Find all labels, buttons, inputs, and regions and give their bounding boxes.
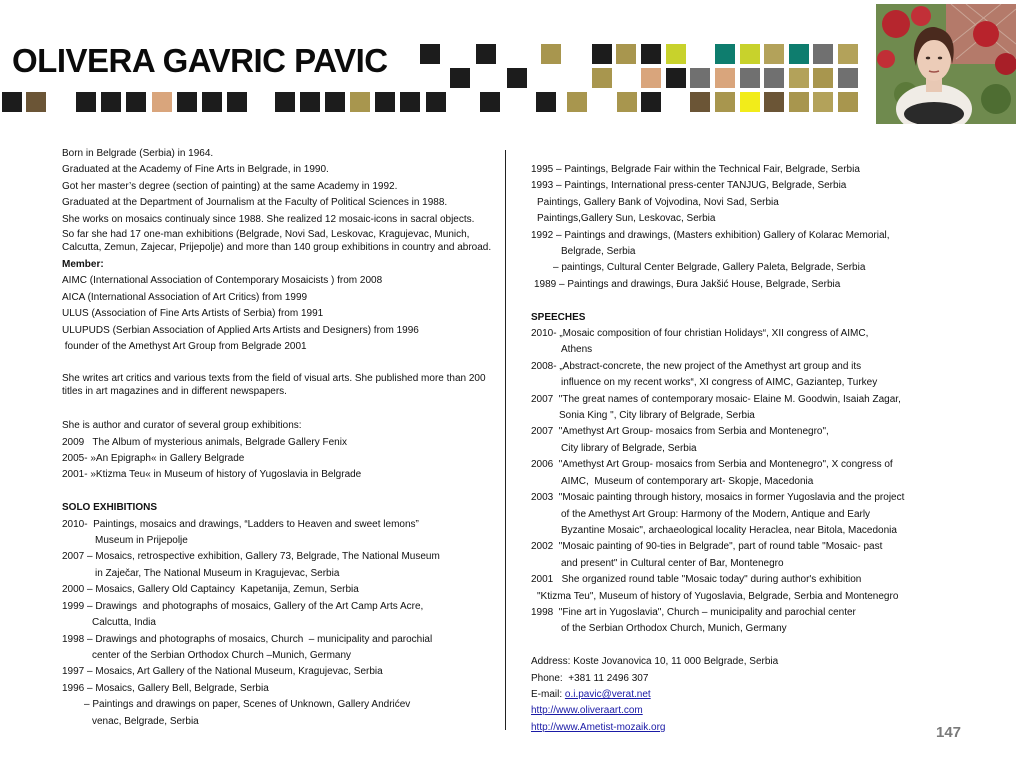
solo-item: venac, Belgrade, Serbia: [92, 715, 199, 727]
mosaic-tile: [715, 92, 735, 112]
exhibition-item: 1995 – Paintings, Belgrade Fair within the Technical Fair, Belgrade, Serbia: [531, 164, 860, 175]
speech-item: 2010- „Mosaic composition of four christian Holidays“, XII congress of AIMC,: [531, 328, 869, 340]
mosaic-tile: [275, 92, 295, 112]
solo-item: 2000 – Mosaics, Gallery Old Captaincy Kapetanija, Zemun, Serbia: [62, 584, 359, 596]
email-label: E-mail:: [531, 688, 565, 700]
mosaic-tile: [715, 44, 735, 64]
solo-item: 2010- Paintings, mosaics and drawings, “Ladders to Heaven and sweet lemons”: [62, 518, 419, 530]
speech-item: 1998 "Fine art in Yugoslavia", Church – municipality and parochial center: [531, 606, 856, 618]
spacer: [531, 293, 951, 309]
portrait-image: [876, 4, 1016, 124]
exhibition-item: Belgrade, Serbia: [561, 246, 636, 258]
mosaic-tile: [789, 68, 809, 88]
exhibition-item: 1989 – Paintings and drawings, Đura Jakšić House, Belgrade, Serbia: [534, 278, 841, 290]
speech-item: of the Serbian Orthodox Church, Munich, Germany: [561, 623, 787, 635]
spacer: [531, 638, 951, 654]
solo-item: 1999 – Drawings and photographs of mosaics, Gallery of the Art Camp Arts Acre,: [62, 600, 424, 612]
solo-item: – Paintings and drawings on paper, Scenes of Unknown, Gallery Andrićev: [84, 699, 411, 711]
curator-intro: She is author and curator of several group exhibitions:: [62, 420, 302, 432]
mosaic-tile: [764, 68, 784, 88]
website-link-oliveraart[interactable]: http://www.oliveraart.com: [531, 705, 643, 717]
exhibition-item: 1992 – Paintings and drawings, (Masters exhibition) Gallery of Kolarac Memorial,: [531, 229, 890, 241]
speech-item: Sonia King ", City library of Belgrade, Serbia: [559, 410, 755, 422]
curated-item: 2009 The Album of mysterious animals, Belgrade Gallery Fenix: [62, 436, 347, 448]
mosaic-tile: [152, 92, 172, 112]
mosaic-tile: [126, 92, 146, 112]
mosaic-tile: [690, 68, 710, 88]
mosaic-tile: [813, 68, 833, 88]
mosaic-tile: [715, 68, 735, 88]
mosaic-tile: [838, 68, 858, 88]
curated-item: 2005- »An Epigraph« in Gallery Belgrade: [62, 453, 245, 465]
bio-line: Got her master’s degree (section of painting) at the same Academy in 1992.: [62, 180, 398, 192]
solo-item: 1998 – Drawings and photographs of mosaics, Church – municipality and parochial: [62, 633, 433, 645]
member-item: founder of the Amethyst Art Group from Belgrade 2001: [62, 341, 307, 353]
mosaic-tile: [641, 92, 661, 112]
solo-item: in Zaječar, The National Museum in Kragujevac, Serbia: [95, 567, 340, 579]
mosaic-tile: [666, 68, 686, 88]
speech-item: 2001 She organized round table "Mosaic today" during author's exhibition: [531, 574, 862, 586]
mosaic-tile: [789, 92, 809, 112]
speech-item: 2008- „Abstract-concrete, the new project of the Amethyst art group and its: [531, 360, 862, 372]
mosaic-tile: [400, 92, 420, 112]
exhibition-item: Paintings,Gallery Sun, Leskovac, Serbia: [537, 213, 716, 225]
mosaic-tile: [641, 68, 661, 88]
mosaic-tile: [450, 68, 470, 88]
exhibition-item: Paintings, Gallery Bank of Vojvodina, Novi Sad, Serbia: [537, 196, 779, 208]
member-item: ULUPUDS (Serbian Association of Applied Arts Artists and Designers) from 1996: [62, 324, 419, 336]
mosaic-tile: [666, 44, 686, 64]
contact-phone: Phone: +381 11 2496 307: [531, 672, 649, 684]
mosaic-tile: [507, 68, 527, 88]
bio-line: Born in Belgrade (Serbia) in 1964.: [62, 148, 214, 159]
speech-item: influence on my recent works“, XI congress of AIMC, Gaziantep, Turkey: [561, 377, 878, 389]
mosaic-tile: [76, 92, 96, 112]
mosaic-tile: [740, 68, 760, 88]
mosaic-tile: [420, 44, 440, 64]
solo-item: 2007 – Mosaics, retrospective exhibition, Gallery 73, Belgrade, The National Museum: [62, 551, 440, 563]
speech-item: AIMC, Museum of contemporary art- Skopje, Macedonia: [561, 475, 814, 487]
mosaic-tile: [325, 92, 345, 112]
mosaic-tile: [177, 92, 197, 112]
bio-line: Graduated at the Academy of Fine Arts in Belgrade, in 1990.: [62, 164, 329, 176]
mosaic-tile: [227, 92, 247, 112]
curated-item: 2001- »Ktizma Teu« in Museum of history of Yugoslavia in Belgrade: [62, 469, 362, 481]
member-item: AIMC (International Association of Contemporary Mosaicists ) from 2008: [62, 275, 383, 287]
mosaic-tile: [536, 92, 556, 112]
mosaic-tile: [476, 44, 496, 64]
speech-item: 2003 "Mosaic painting through history, mosaics in former Yugoslavia and the project: [531, 492, 905, 504]
mosaic-tile: [300, 92, 320, 112]
mosaic-tile: [617, 92, 637, 112]
portrait-photo: [876, 4, 1016, 124]
solo-heading: SOLO EXHIBITIONS: [62, 502, 158, 514]
speech-item: Byzantine Mosaic", archaeological locality Heraclea, near Bitola, Macedonia: [561, 524, 897, 536]
bio-line: Graduated at the Department of Journalism at the Faculty of Political Sciences in 1988.: [62, 197, 448, 209]
mosaic-tile: [813, 92, 833, 112]
mosaic-tile: [838, 92, 858, 112]
mosaic-tile: [690, 92, 710, 112]
speech-item: 2007 "The great names of contemporary mosaic- Elaine M. Goodwin, Isaiah Zagar,: [531, 393, 901, 405]
mosaic-tile: [426, 92, 446, 112]
website-link-ametist[interactable]: http://www.Ametist-mozaik.org: [531, 721, 666, 733]
spacer: [62, 355, 492, 371]
solo-item: Calcutta, India: [92, 617, 156, 629]
speech-item: 2006 "Amethyst Art Group- mosaics from Serbia and Montenegro", X congress of: [531, 459, 893, 471]
bio-line: She works on mosaics continualy since 1988. She realized 12 mosaic-icons in sacral objects.: [62, 213, 475, 225]
member-item: AICA (International Association of Art Critics) from 1999: [62, 291, 308, 303]
page-number: 147: [936, 724, 962, 741]
solo-item: 1996 – Mosaics, Gallery Bell, Belgrade, Serbia: [62, 682, 269, 694]
speeches-heading: SPEECHES: [531, 311, 586, 323]
member-heading: Member:: [62, 259, 104, 271]
speech-item: 2007 "Amethyst Art Group- mosaics from Serbia and Montenegro",: [531, 426, 829, 438]
mosaic-tile: [375, 92, 395, 112]
member-item: ULUS (Association of Fine Arts Artists of Serbia) from 1991: [62, 308, 324, 320]
mosaic-tile: [592, 68, 612, 88]
mosaic-tile: [789, 44, 809, 64]
mosaic-tile: [740, 92, 760, 112]
spacer: [62, 484, 492, 500]
mosaic-tile: [101, 92, 121, 112]
mosaic-tile: [616, 44, 636, 64]
mosaic-tile: [541, 44, 561, 64]
solo-item: 1997 – Mosaics, Art Gallery of the National Museum, Kragujevac, Serbia: [62, 666, 383, 678]
mosaic-tile: [592, 44, 612, 64]
speech-item: City library of Belgrade, Serbia: [561, 442, 697, 454]
mosaic-tile: [350, 92, 370, 112]
left-column: [62, 146, 492, 730]
speech-item: 2002 "Mosaic painting of 90-ties in Belgrade", part of round table "Mosaic- past: [531, 541, 883, 553]
exhibition-item: 1993 – Paintings, International press-center TANJUG, Belgrade, Serbia: [531, 180, 847, 192]
mosaic-tile: [202, 92, 222, 112]
writes-paragraph: She writes art critics and various texts from the field of visual arts. She published more than 200 titles in art magazines and in different newspapers.: [62, 372, 486, 398]
contact-address: Address: Koste Jovanovica 10, 11 000 Belgrade, Serbia: [531, 656, 779, 668]
column-divider: [505, 150, 506, 730]
solo-item: Museum in Prijepolje: [95, 535, 188, 547]
solo-item: center of the Serbian Orthodox Church –Munich, Germany: [92, 649, 352, 661]
right-column: [531, 162, 951, 736]
contact-email-row: [531, 687, 951, 703]
speech-item: "Ktizma Teu", Museum of history of Yugoslavia, Belgrade, Serbia and Montenegro: [537, 590, 899, 602]
bio-paragraph: So far she had 17 one-man exhibitions (Belgrade, Novi Sad, Leskovac, Kragujevac, Munich, Calcutta, Zemun, Zajecar, Prijepolje) and more than 140 group exhibitions in country and abroad.: [62, 229, 492, 254]
email-link[interactable]: o.i.pavic@verat.net: [564, 688, 651, 700]
mosaic-tile: [26, 92, 46, 112]
mosaic-tile: [764, 44, 784, 64]
speech-item: of the Amethyst Art Group: Harmony of the Modern, Antique and Early: [561, 508, 871, 520]
mosaic-tile: [2, 92, 22, 112]
mosaic-tile: [641, 44, 661, 64]
mosaic-tile: [740, 44, 760, 64]
mosaic-tile: [480, 92, 500, 112]
speech-item: Athens: [561, 344, 593, 356]
page-title: OLIVERA GAVRIC PAVIC: [12, 42, 388, 79]
speech-item: and present" in Cultural center of Bar, Montenegro: [561, 557, 784, 569]
mosaic-tile: [838, 44, 858, 64]
mosaic-tile: [764, 92, 784, 112]
exhibition-item: – paintings, Cultural Center Belgrade, Gallery Paleta, Belgrade, Serbia: [553, 262, 866, 274]
mosaic-tile: [813, 44, 833, 64]
mosaic-tile: [567, 92, 587, 112]
spacer: [62, 402, 492, 418]
